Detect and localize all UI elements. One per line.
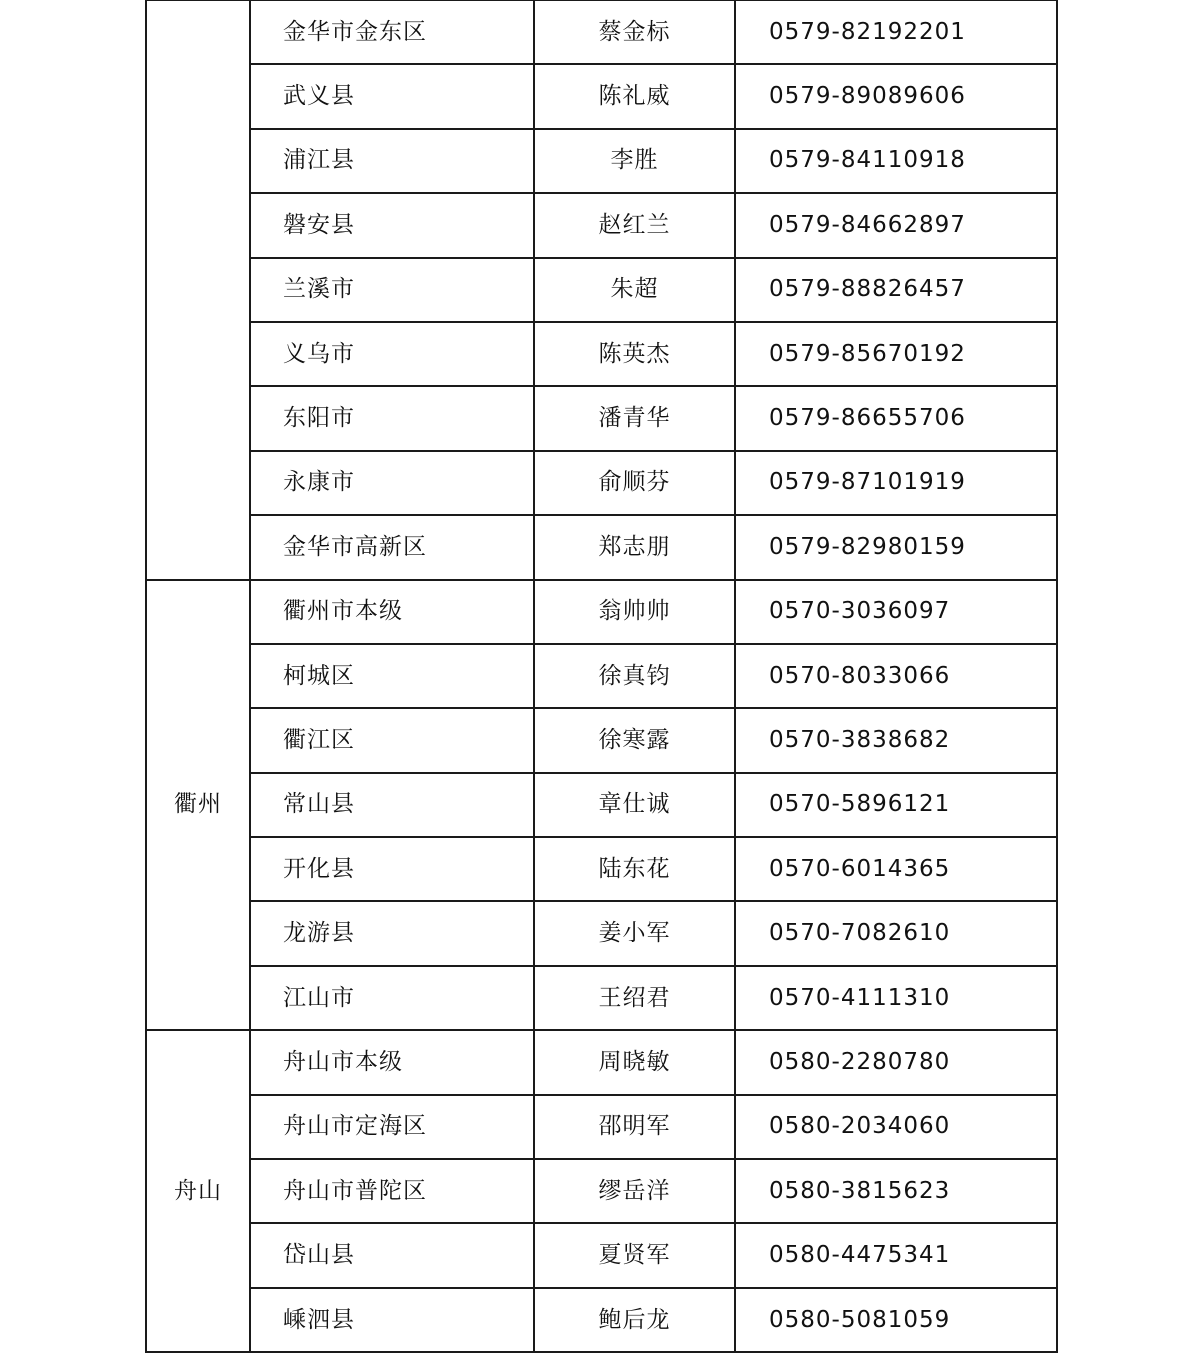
- district-cell: 永康市: [250, 451, 534, 515]
- table-row: [146, 129, 1057, 193]
- contact-cell: 章仕诚: [534, 773, 735, 837]
- table-row: [146, 773, 1057, 837]
- table-row: [146, 1030, 1057, 1094]
- table-row: [146, 1095, 1057, 1159]
- district-cell: 嵊泗县: [250, 1288, 534, 1352]
- phone-cell: 0570-4111310: [735, 966, 1057, 1030]
- district-cell: 义乌市: [250, 322, 534, 386]
- phone-cell: 0579-86655706: [735, 386, 1057, 450]
- contact-cell: 赵红兰: [534, 193, 735, 257]
- contact-cell: 鲍后龙: [534, 1288, 735, 1352]
- phone-cell: 0580-2034060: [735, 1095, 1057, 1159]
- district-cell: 舟山市普陀区: [250, 1159, 534, 1223]
- contact-cell: 徐寒露: [534, 708, 735, 772]
- table-row: [146, 1223, 1057, 1287]
- table-row: [146, 0, 1057, 64]
- contact-cell: 姜小军: [534, 901, 735, 965]
- contact-cell: 蔡金标: [534, 0, 735, 64]
- phone-cell: 0579-84662897: [735, 193, 1057, 257]
- contact-cell: 王绍君: [534, 966, 735, 1030]
- table-row: [146, 515, 1057, 579]
- district-cell: 舟山市本级: [250, 1030, 534, 1094]
- table-row: [146, 644, 1057, 708]
- table-row: [146, 258, 1057, 322]
- contact-table: [145, 0, 1058, 1353]
- contact-cell: 夏贤军: [534, 1223, 735, 1287]
- phone-cell: 0579-82192201: [735, 0, 1057, 64]
- contact-cell: 陈英杰: [534, 322, 735, 386]
- contact-cell: 陈礼威: [534, 64, 735, 128]
- table-row: [146, 1159, 1057, 1223]
- contact-cell: 俞顺芬: [534, 451, 735, 515]
- table-row: [146, 322, 1057, 386]
- phone-cell: 0570-3838682: [735, 708, 1057, 772]
- phone-cell: 0579-85670192: [735, 322, 1057, 386]
- district-cell: 江山市: [250, 966, 534, 1030]
- district-cell: 岱山县: [250, 1223, 534, 1287]
- contact-cell: 翁帅帅: [534, 580, 735, 644]
- phone-cell: 0579-82980159: [735, 515, 1057, 579]
- district-cell: 武义县: [250, 64, 534, 128]
- city-cell: 舟山: [146, 1030, 250, 1352]
- table-row: [146, 580, 1057, 644]
- phone-cell: 0579-88826457: [735, 258, 1057, 322]
- table-row: [146, 386, 1057, 450]
- district-cell: 金华市金东区: [250, 0, 534, 64]
- table-row: [146, 1288, 1057, 1352]
- city-cell: [146, 0, 250, 580]
- district-cell: 龙游县: [250, 901, 534, 965]
- phone-cell: 0570-3036097: [735, 580, 1057, 644]
- phone-cell: 0570-7082610: [735, 901, 1057, 965]
- district-cell: 磐安县: [250, 193, 534, 257]
- phone-cell: 0580-5081059: [735, 1288, 1057, 1352]
- district-cell: 兰溪市: [250, 258, 534, 322]
- district-cell: 常山县: [250, 773, 534, 837]
- contact-cell: 郑志朋: [534, 515, 735, 579]
- table-row: [146, 901, 1057, 965]
- table-row: [146, 966, 1057, 1030]
- city-cell: 衢州: [146, 580, 250, 1031]
- phone-cell: 0579-89089606: [735, 64, 1057, 128]
- district-cell: 浦江县: [250, 129, 534, 193]
- contact-cell: 潘青华: [534, 386, 735, 450]
- table-row: [146, 64, 1057, 128]
- contact-cell: 周晓敏: [534, 1030, 735, 1094]
- phone-cell: 0580-4475341: [735, 1223, 1057, 1287]
- district-cell: 舟山市定海区: [250, 1095, 534, 1159]
- contact-cell: 陆东花: [534, 837, 735, 901]
- district-cell: 柯城区: [250, 644, 534, 708]
- district-cell: 开化县: [250, 837, 534, 901]
- phone-cell: 0570-8033066: [735, 644, 1057, 708]
- phone-cell: 0580-3815623: [735, 1159, 1057, 1223]
- contact-cell: 朱超: [534, 258, 735, 322]
- phone-cell: 0579-87101919: [735, 451, 1057, 515]
- phone-cell: 0570-5896121: [735, 773, 1057, 837]
- phone-cell: 0580-2280780: [735, 1030, 1057, 1094]
- phone-cell: 0579-84110918: [735, 129, 1057, 193]
- district-cell: 东阳市: [250, 386, 534, 450]
- district-cell: 金华市高新区: [250, 515, 534, 579]
- contact-cell: 邵明军: [534, 1095, 735, 1159]
- district-cell: 衢江区: [250, 708, 534, 772]
- phone-cell: 0570-6014365: [735, 837, 1057, 901]
- table-row: [146, 837, 1057, 901]
- table-row: [146, 708, 1057, 772]
- contact-cell: 缪岳洋: [534, 1159, 735, 1223]
- district-cell: 衢州市本级: [250, 580, 534, 644]
- table-row: [146, 193, 1057, 257]
- contact-cell: 李胜: [534, 129, 735, 193]
- table-row: [146, 451, 1057, 515]
- contact-cell: 徐真钧: [534, 644, 735, 708]
